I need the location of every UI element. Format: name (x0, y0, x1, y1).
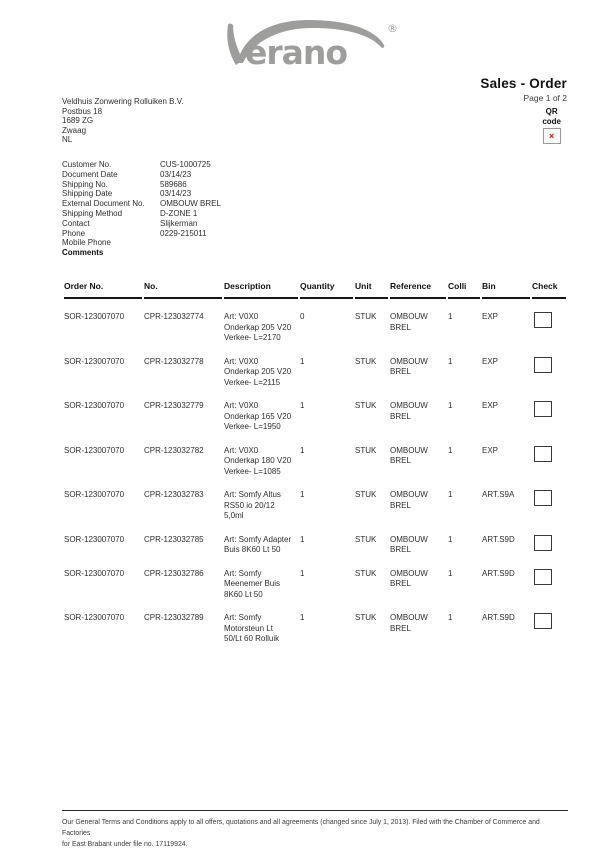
cell-unit: STUK (355, 568, 377, 578)
recipient-postcode: 1689 ZG (62, 116, 94, 126)
cell-reference: OMBOUW BREL (390, 490, 428, 510)
info-label: Document Date (62, 169, 118, 179)
cell-reference: OMBOUW BREL (390, 312, 428, 332)
order-info-row (62, 189, 221, 199)
order-info-block (62, 160, 221, 258)
cell-reference: OMBOUW BREL (390, 445, 428, 465)
cell-quantity: 0 (300, 312, 305, 321)
cell-order-no: SOR-123007070 (64, 490, 125, 499)
terms-line2: for East Brabant under file no. 17119924. (62, 841, 188, 848)
qr-label-line2: code (542, 116, 561, 126)
cell-order-no: SOR-123007070 (64, 568, 125, 578)
order-info-row (62, 229, 221, 239)
order-line-row (64, 477, 566, 522)
order-line-row (64, 600, 566, 645)
svg-text:erano: erano (244, 33, 347, 72)
cell-reference: OMBOUW BREL (390, 534, 428, 554)
cell-description: Art: Somfy Motorsteun Lt 50/Lt 60 Rolluik (224, 613, 280, 643)
document-header (480, 76, 567, 144)
column-header-colli: Colli (448, 281, 480, 299)
cell-bin: EXP (482, 401, 499, 410)
cell-quantity: 1 (300, 613, 305, 622)
cell-bin: ART.S9D (482, 613, 515, 622)
cell-description: Art: Somfy Adapter Buis 8K60 Lt 50 (224, 534, 292, 554)
info-label: External Document No. (62, 199, 145, 209)
cell-no: CPR-123032774 (144, 312, 204, 321)
cell-unit: STUK (355, 445, 377, 455)
info-value (160, 248, 221, 258)
cell-unit: STUK (355, 490, 377, 499)
column-header-order-no: Order No. (64, 281, 142, 299)
cell-colli: 1 (448, 445, 453, 455)
column-header-unit: Unit (355, 281, 388, 299)
document-title: Sales - Order (480, 76, 567, 91)
cell-reference: OMBOUW BREL (390, 613, 428, 633)
order-line-row (64, 299, 566, 344)
cell-bin: EXP (482, 312, 499, 321)
order-info-row (62, 248, 221, 258)
cell-no: CPR-123032786 (144, 568, 204, 578)
order-line-row (64, 388, 566, 433)
cell-no: CPR-123032779 (144, 401, 204, 410)
broken-image-icon: × (543, 128, 561, 144)
column-header-no: No. (144, 281, 222, 299)
cell-order-no: SOR-123007070 (64, 356, 125, 366)
cell-check (532, 344, 566, 389)
info-label: Shipping Date (62, 189, 113, 199)
cell-bin: ART.S9D (482, 568, 515, 578)
logo-container (0, 16, 613, 72)
table-header-row (64, 281, 566, 299)
cell-quantity: 1 (300, 568, 305, 578)
cell-check (532, 388, 566, 433)
cell-no: CPR-123032782 (144, 445, 204, 455)
info-value: 03/14/23 (160, 189, 192, 199)
order-info-row (62, 209, 221, 219)
cell-colli: 1 (448, 312, 453, 321)
cell-check (532, 477, 566, 522)
cell-order-no: SOR-123007070 (64, 312, 125, 321)
info-label: Shipping No. (62, 179, 108, 189)
check-checkbox[interactable] (534, 490, 552, 506)
info-label: Comments (62, 248, 104, 258)
check-checkbox[interactable] (534, 401, 552, 417)
order-info-row (62, 160, 221, 170)
check-checkbox[interactable] (534, 446, 552, 462)
cell-colli: 1 (448, 356, 453, 366)
recipient-street: Postbus 18 (62, 106, 103, 116)
cell-reference: OMBOUW BREL (390, 401, 428, 421)
cell-unit: STUK (355, 534, 377, 544)
recipient-country: NL (62, 135, 73, 145)
recipient-city: Zwaag (62, 125, 87, 135)
order-info-row (62, 199, 221, 209)
qr-label-line1: QR (545, 107, 558, 116)
page-number: Page 1 of 2 (523, 93, 567, 103)
recipient-address (62, 97, 184, 145)
cell-quantity: 1 (300, 445, 305, 455)
cell-unit: STUK (355, 356, 377, 366)
order-line-row (64, 556, 566, 601)
recipient-name: Veldhuis Zonwering Rolluiken B.V. (62, 97, 184, 106)
info-label: Contact (62, 218, 90, 228)
info-label: Mobile Phone (62, 238, 111, 248)
order-line-row (64, 522, 566, 556)
order-line-row (64, 344, 566, 389)
cell-colli: 1 (448, 401, 453, 410)
info-value: 03/14/23 (160, 169, 192, 179)
check-checkbox[interactable] (534, 569, 552, 585)
cell-order-no: SOR-123007070 (64, 401, 125, 410)
cell-order-no: SOR-123007070 (64, 613, 125, 622)
svg-text:®: ® (386, 22, 398, 35)
check-checkbox[interactable] (534, 312, 552, 328)
cell-reference: OMBOUW BREL (390, 356, 428, 376)
cell-description: Art: Somfy Altus RS50 io 20/12 5,0ml (224, 490, 281, 520)
terms-footer (62, 810, 568, 850)
info-label: Shipping Method (62, 208, 123, 218)
cell-quantity: 1 (300, 356, 305, 366)
cell-reference: OMBOUW BREL (390, 568, 428, 588)
cell-no: CPR-123032783 (144, 490, 204, 499)
cell-check (532, 600, 566, 645)
cell-check (532, 556, 566, 601)
order-lines-table (62, 281, 568, 645)
cell-description: Art: V0X0 Onderkap 165 V20 Verkee- L=1950 (224, 401, 292, 431)
cell-bin: ART.S9D (482, 534, 515, 544)
cell-bin: ART.S9A (482, 490, 515, 499)
cell-check (532, 522, 566, 556)
cell-colli: 1 (448, 490, 453, 499)
info-value: Slijkerman (160, 218, 198, 228)
info-value: CUS-1000725 (160, 160, 211, 169)
qr-code-block (542, 107, 561, 144)
cell-colli: 1 (448, 568, 453, 578)
cell-bin: EXP (482, 356, 499, 366)
info-label: Phone (62, 228, 86, 238)
verano-logo-icon (201, 16, 413, 72)
info-value: 589686 (160, 179, 187, 189)
column-header-quantity: Quantity (300, 281, 353, 299)
info-value (160, 238, 221, 248)
cell-check (532, 433, 566, 478)
cell-colli: 1 (448, 613, 453, 622)
order-line-row (64, 433, 566, 478)
cell-description: Art: V0X0 Onderkap 205 V20 Verkee- L=2115 (224, 356, 292, 387)
cell-unit: STUK (355, 312, 377, 321)
cell-colli: 1 (448, 534, 453, 544)
check-checkbox[interactable] (534, 613, 552, 629)
info-label: Customer No. (62, 160, 112, 169)
cell-quantity: 1 (300, 534, 305, 544)
order-info-row (62, 180, 221, 190)
cell-unit: STUK (355, 401, 377, 410)
cell-order-no: SOR-123007070 (64, 534, 125, 544)
column-header-description: Description (224, 281, 298, 299)
cell-quantity: 1 (300, 490, 305, 499)
cell-quantity: 1 (300, 401, 305, 410)
check-checkbox[interactable] (534, 357, 552, 373)
terms-line1: Our General Terms and Conditions apply to all offers, quotations and all agreements (changed since July 1, 2013). Filed with the Chamber of Commerce and Factories (62, 819, 540, 837)
cell-order-no: SOR-123007070 (64, 445, 125, 455)
order-info-row (62, 219, 221, 229)
column-header-check: Check (532, 281, 566, 299)
column-header-bin: Bin (482, 281, 530, 299)
info-value: OMBOUW BREL (160, 199, 221, 209)
cell-no: CPR-123032778 (144, 356, 204, 366)
cell-no: CPR-123032785 (144, 534, 204, 544)
cell-no: CPR-123032789 (144, 613, 204, 622)
cell-description: Art: V0X0 Onderkap 180 V20 Verkee- L=1085 (224, 445, 292, 476)
order-info-row (62, 170, 221, 180)
info-value: D-ZONE 1 (160, 208, 198, 218)
cell-bin: EXP (482, 445, 499, 455)
check-checkbox[interactable] (534, 535, 552, 551)
cell-description: Art: Somfy Meenemer Buis 8K60 Lt 50 (224, 568, 281, 599)
column-header-reference: Reference (390, 281, 446, 299)
info-value: 0229-215011 (160, 228, 207, 238)
order-info-row (62, 238, 221, 248)
cell-check (532, 299, 566, 344)
cell-description: Art: V0X0 Onderkap 205 V20 Verkee- L=2170 (224, 312, 292, 342)
cell-unit: STUK (355, 613, 377, 622)
order-lines-tbody (64, 299, 566, 645)
